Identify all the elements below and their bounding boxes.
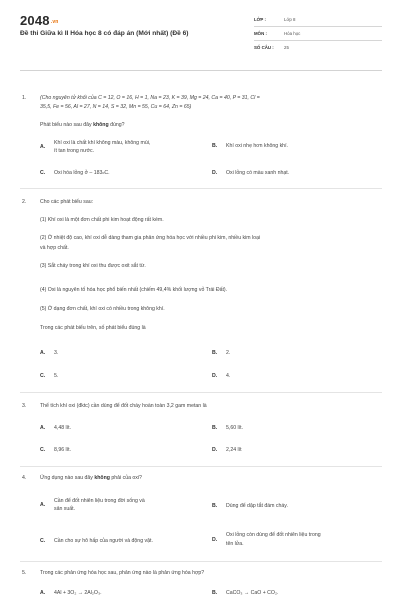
question-stem: Cho các phát biểu sau: bbox=[40, 199, 94, 205]
option-letter: D. bbox=[212, 537, 218, 543]
meta-value: 25 bbox=[284, 45, 289, 50]
meta-value: Lớp 8 bbox=[284, 17, 296, 22]
option-text: sản xuất. bbox=[54, 506, 76, 512]
option-a[interactable]: A. 4Al + 3O₂ → 2Al₂O₃. bbox=[40, 590, 102, 596]
option-a[interactable] bbox=[40, 497, 200, 513]
meta-value: Hóa học bbox=[284, 31, 301, 36]
question-stem: Ứng dụng nào sau đây không phải của oxi? bbox=[40, 475, 142, 481]
question-number: 5. bbox=[22, 570, 27, 576]
option-letter: A. bbox=[40, 144, 46, 150]
option-a[interactable]: A. 4,48 lít. bbox=[40, 425, 72, 431]
question-number: 4. bbox=[22, 475, 27, 481]
question-number: 2. bbox=[22, 199, 27, 205]
option-text: Cần để đốt nhiên liệu trong đời sống và bbox=[54, 498, 145, 504]
option-b[interactable]: B. 2. bbox=[212, 350, 231, 356]
meta-label: LỚP : bbox=[254, 17, 266, 22]
option-d[interactable] bbox=[212, 531, 382, 547]
option-c[interactable]: C. 5. bbox=[40, 373, 59, 379]
question-divider bbox=[20, 392, 382, 393]
option-b[interactable]: B. CaCO₃ → CaO + CO₂. bbox=[212, 590, 279, 596]
question-number: 3. bbox=[22, 403, 27, 409]
question-ask: Trong các phát biểu trên, số phát biểu đúng là bbox=[40, 325, 146, 331]
statement-3: (3) Sắt cháy trong khí oxi thu được oxit sắt từ. bbox=[40, 263, 146, 269]
meta-divider bbox=[254, 26, 382, 27]
option-text: Oxi lỏng còn dùng để đốt nhiên liệu trong bbox=[226, 532, 321, 538]
question-note: 35,5, Fe = 56, Al = 27, N = 14, S = 32, Mn = 55, Cu = 64, Zn = 65) bbox=[40, 104, 192, 110]
question-stem: Trong các phản ứng hóa học sau, phản ứng nào là phản ứng hóa hợp? bbox=[40, 570, 205, 576]
question-divider bbox=[20, 561, 382, 562]
question-stem: Thể tích khí oxi (đktc) cần dùng để đốt cháy hoàn toàn 3,2 gam metan là bbox=[40, 403, 207, 409]
option-text: ít tan trong nước. bbox=[54, 148, 95, 154]
option-a[interactable] bbox=[40, 139, 200, 155]
statement-2-cont: và hợp chất. bbox=[40, 245, 69, 251]
header bbox=[0, 0, 400, 64]
option-letter: A. bbox=[40, 502, 46, 508]
option-c[interactable]: C. Cần cho sự hô hấp của người và động vật. bbox=[40, 538, 153, 544]
option-b[interactable]: B. Dùng để dập tắt đám cháy. bbox=[212, 503, 288, 509]
header-separator bbox=[20, 70, 382, 71]
question-divider bbox=[20, 188, 382, 189]
option-c[interactable]: C. 8,96 lít. bbox=[40, 447, 72, 453]
question-note: (Cho nguyên tử khối của C = 12, O = 16, H = 1, Na = 23, K = 39, Mg = 24, Ca = 40, P = 31, Cl = bbox=[40, 95, 260, 101]
question-number: 1. bbox=[22, 95, 27, 101]
exam-title: Đề thi Giữa kì II Hóa học 8 có đáp án (Mới nhất) (Đề 6) bbox=[20, 30, 189, 37]
statement-2: (2) Ở nhiệt độ cao, khí oxi dễ dàng tham gia phản ứng hóa học với nhiều phi kim, nhiều kim loại bbox=[40, 235, 261, 241]
meta-label: MÔN : bbox=[254, 31, 267, 36]
question-stem: Phát biểu nào sau đây không đúng? bbox=[40, 122, 125, 128]
option-b[interactable]: B. Khí oxi nhẹ hơn không khí. bbox=[212, 143, 288, 149]
question-divider bbox=[20, 466, 382, 467]
meta-label: SỐ CÂU : bbox=[254, 45, 274, 50]
statement-5: (5) Ở dạng đơn chất, khí oxi có nhiều trong không khí. bbox=[40, 306, 165, 312]
option-text: Khí oxi là chất khí không màu, không mùi, bbox=[54, 140, 151, 146]
logo-suffix: .vn bbox=[50, 19, 59, 25]
statement-4: (4) Oxi là nguyên tố hóa học phổ biến nhất (chiếm 49,4% khối lượng vỏ Trái Đất). bbox=[40, 287, 228, 293]
option-d[interactable]: D. 4. bbox=[212, 373, 231, 379]
statement-1: (1) Khí oxi là một đơn chất phi kim hoạt động rất kém. bbox=[40, 217, 164, 223]
option-b[interactable]: B. 5,60 lít. bbox=[212, 425, 244, 431]
site-logo[interactable] bbox=[20, 13, 59, 28]
logo-main: 2048 bbox=[20, 13, 50, 28]
option-text: tên lửa. bbox=[226, 541, 244, 547]
option-d[interactable]: D. 2,24 lít bbox=[212, 447, 242, 453]
meta-divider bbox=[254, 40, 382, 41]
option-a[interactable]: A. 3. bbox=[40, 350, 59, 356]
option-d[interactable]: D. Oxi lỏng có màu xanh nhạt. bbox=[212, 170, 290, 176]
option-c[interactable]: C. Oxi hóa lỏng ở – 183$^o$C. bbox=[40, 170, 110, 176]
